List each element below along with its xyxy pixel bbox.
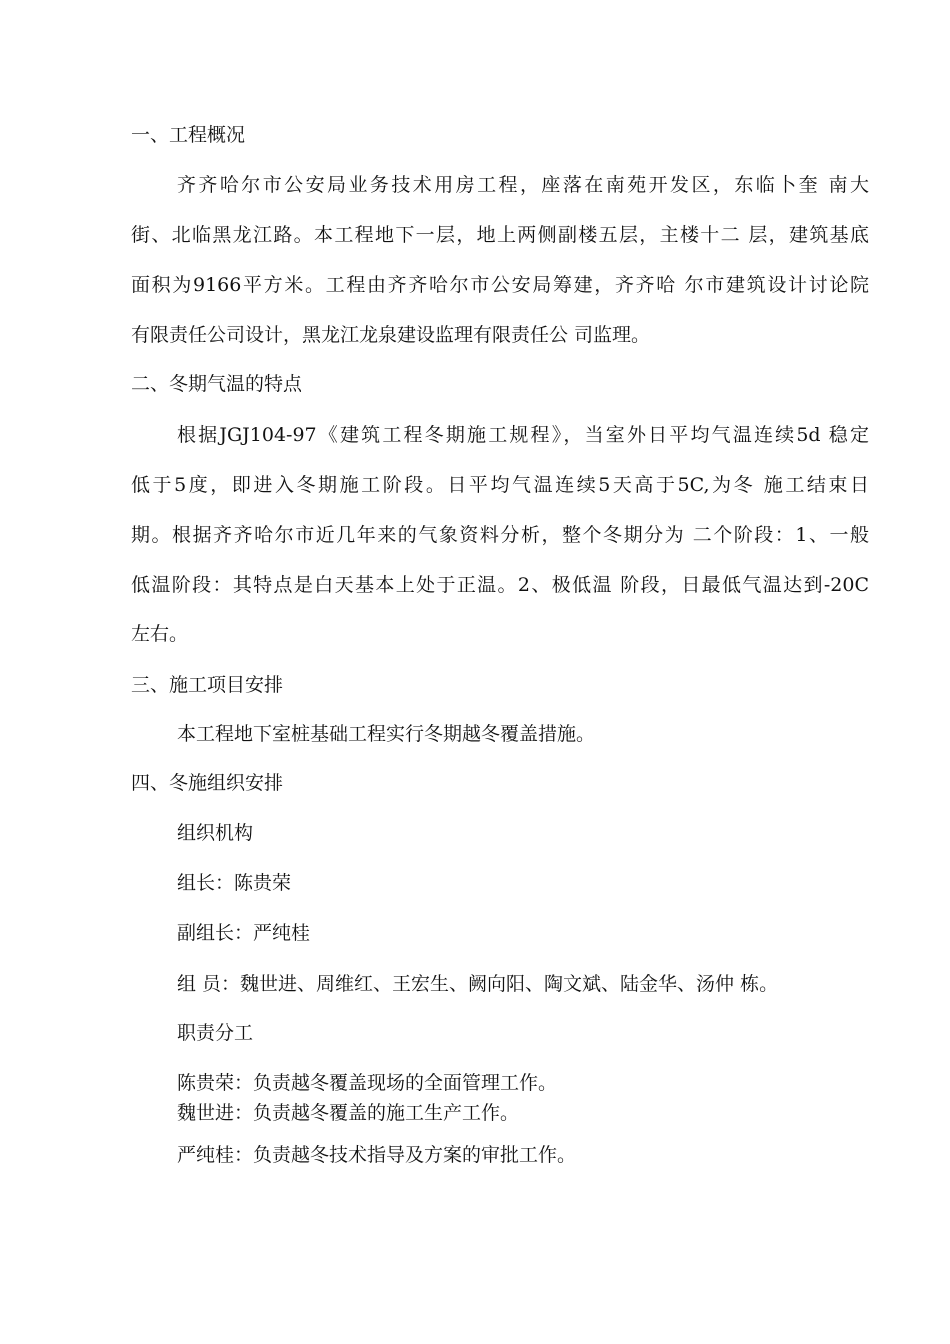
- section-heading-temperature: 二、冬期气温的特点: [131, 373, 303, 395]
- org-title: 组织机构: [177, 822, 254, 844]
- paragraph-line: 期。根据齐齐哈尔市近几年来的气象资料分析，整个冬期分为 二个阶段：1、一般: [131, 524, 869, 546]
- paragraph-line: 齐齐哈尔市公安局业务技术用房工程，座落在南苑开发区，东临卜奎 南大: [177, 174, 869, 196]
- section-heading-overview: 一、工程概况: [131, 124, 246, 146]
- duty-line: 魏世进：负责越冬覆盖的施工生产工作。: [177, 1102, 520, 1124]
- leader-line: 组长：陈贵荣: [177, 872, 292, 894]
- paragraph-line: 有限责任公司设计，黑龙江龙泉建设监理有限责任公 司监理。: [131, 324, 651, 346]
- paragraph-line: 面积为9166平方米。工程由齐齐哈尔市公安局筹建，齐齐哈 尔市建筑设计讨论院: [131, 274, 869, 296]
- section-heading-arrangement: 三、施工项目安排: [131, 674, 284, 696]
- paragraph-line: 低温阶段：其特点是白天基本上处于正温。2、极低温 阶段，日最低气温达到-20C: [131, 574, 869, 596]
- paragraph-line: 左右。: [131, 623, 189, 645]
- duty-line: 陈贵荣：负责越冬覆盖现场的全面管理工作。: [177, 1072, 558, 1094]
- paragraph-line: 根据JGJ104-97《建筑工程冬期施工规程》，当室外日平均气温连续5d 稳定: [177, 424, 869, 446]
- duty-line: 严纯桂：负责越冬技术指导及方案的审批工作。: [177, 1144, 577, 1166]
- members-line: 组 员：魏世进、周维红、王宏生、阙向阳、陶文斌、陆金华、汤仲 栋。: [177, 973, 779, 995]
- vice-leader-line: 副组长：严纯桂: [177, 922, 311, 944]
- section-heading-organization: 四、冬施组织安排: [131, 772, 284, 794]
- paragraph-line: 本工程地下室桩基础工程实行冬期越冬覆盖措施。: [177, 723, 596, 745]
- paragraph-line: 低于5度，即进入冬期施工阶段。日平均气温连续5天高于5C,为冬 施工结束日: [131, 474, 869, 496]
- paragraph-line: 街、北临黑龙江路。本工程地下一层，地上两侧副楼五层，主楼十二 层，建筑基底: [131, 224, 869, 246]
- duty-title: 职责分工: [177, 1022, 254, 1044]
